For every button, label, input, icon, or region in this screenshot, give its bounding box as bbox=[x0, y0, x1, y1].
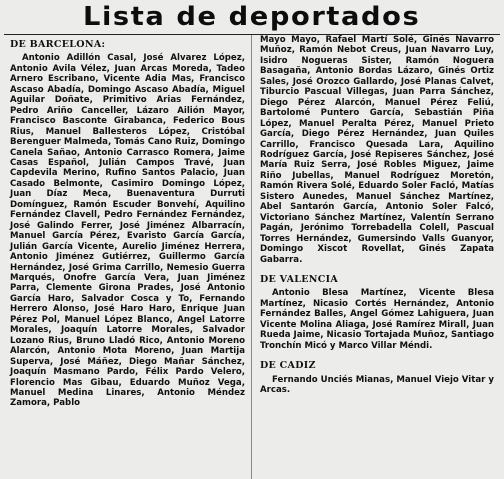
page-title: Lista de deportados bbox=[83, 2, 421, 32]
article-body bbox=[4, 35, 500, 479]
section-heading-valencia: DE VALENCIA bbox=[260, 273, 339, 285]
barcelona-list-part2: Mayo Mayo, Rafael Martí Solé, Ginés Navarro Muñoz, Ramón Nebot Creus, Juan Navarro Luy, Isidro Nogueras Sister, Ramón Noguera Basagaña, Antonio Bordas Lázaro, Ginés Ortiz Sales, José Orozco Gallardo, José Planas Calvet, Tiburcio Pascual Villegas, Juan Parra Sánchez, Diego Pérez Alarcón, Manuel Pérez Feliú, Bartolomé Puntero García, Sebastián Piña López, Manuel Peralta Pérez, Manuel Prieto García, Diego Pérez Hernández, Juan Quiles Carrillo, Francisco Quesada Lara, Aquilino Rodríguez García, José Repiseres Sánchez, José María Ruiz Serra, José Robles Miguez, Jaime Riño Jubellas, Manuel Rodríguez Moretón, Ramón Rivera Solé, Eduardo Soler Facló, Matías Sistero Aunedes, Manuel Sánchez Martínez, Abel Santarón García, Antonio Soler Falcó, Victoriano Sánchez Martínez, Valentín Serrano Pagán, Jerónimo Torrebadella Colell, Pascual Torres Hernández, Gumersindo Valls Guanyor, Domingo Xiscot Rovellat, Ginés Zapata Gabarra. bbox=[260, 35, 494, 265]
section-heading-barcelona: DE BARCELONA: bbox=[10, 39, 106, 50]
column-left bbox=[4, 35, 252, 479]
barcelona-list-part1: Antonio Adillón Casal, José Alvarez López, Antonio Avila Vélez, Juan Arcas Moreda, Tadeo Arnero Escribano, Vicente Adia Mas, Francisco Ascaso Abadía, Domingo Ascaso Abadía, Miguel Aguilar Doñate, Primitivo Arias Fernández, Pedro Ariño Canceller, Lázaro Ailión Mayor, Francisco Basconte Girabanca, Federico Bous Rius, Manuel Ballesteros López, Cristóbal Berenguer Malmeda, Tomás Cano Ruiz, Domingo Canela Sañao, Antonio Carrasco Romera, Jaime Casas Español, Julián Campos Travé, Juan Capdevila Merino, Rufino Santos Palacio, Juan Casado Belmonte, Casimiro Domingo López, Juan Díaz Meca, Buenaventura Durruti Domínguez, Ramón Escuder Bonvehí, Aquilino Fernández Clavell, Pedro Fernández Fernández, José Galindo Ferrer, José Jiménez Albarracín, Manuel García Pérez, Evaristo García García, Julián García Vicente, Aurelio Jiménez Herrera, Antonio Jiménez Gutiérrez, Guillermo García Hernández, José Grima Carrillo, Nemesio Guerra Marqués, Onofre García Vera, Juan Jiménez Parra, Clemente Girona Prades, José Antonio García Haro, Salvador Cosca y To, Fernando Herrero Alonso, José Haro Haro, Enrique Juan Pérez Pol, Manuel López Blanco, Angel Latorre Morales, Joaquín Latorre Morales, Salvador Lozano Rius, Bruno Lladó Rico, Antonio Moreno Alarcón, Antonio Mota Moreno, Juan Martija Superva, José Máñez, Diego Mañar Sánchez, Joaquín Masmano Pardo, Félix Pardo Velero, Florencio Mas Gibau, Eduardo Muñoz Vega, Manuel Medina Linares, Antonio Méndez Zamora, Pablo bbox=[10, 53, 245, 409]
column-right bbox=[252, 35, 500, 479]
section-heading-cadiz: DE CADIZ bbox=[260, 360, 316, 372]
masthead bbox=[4, 0, 500, 35]
cadiz-list: Fernando Unciés Mianas, Manuel Viejo Vitar y Arcas. bbox=[260, 374, 494, 396]
valencia-list: Antonio Blesa Martínez, Vicente Blesa Martínez, Nicasio Cortés Hernández, Antonio Fernández Balles, Angel Gómez Lahiguera, Juan Vicente Molina Aliaga, José Ramírez Mirall, Juan Rueda Jaime, Nicasio Tortajada Muñoz, Santiago Tronchín Micó y Marco Villar Méndi. bbox=[260, 288, 494, 351]
